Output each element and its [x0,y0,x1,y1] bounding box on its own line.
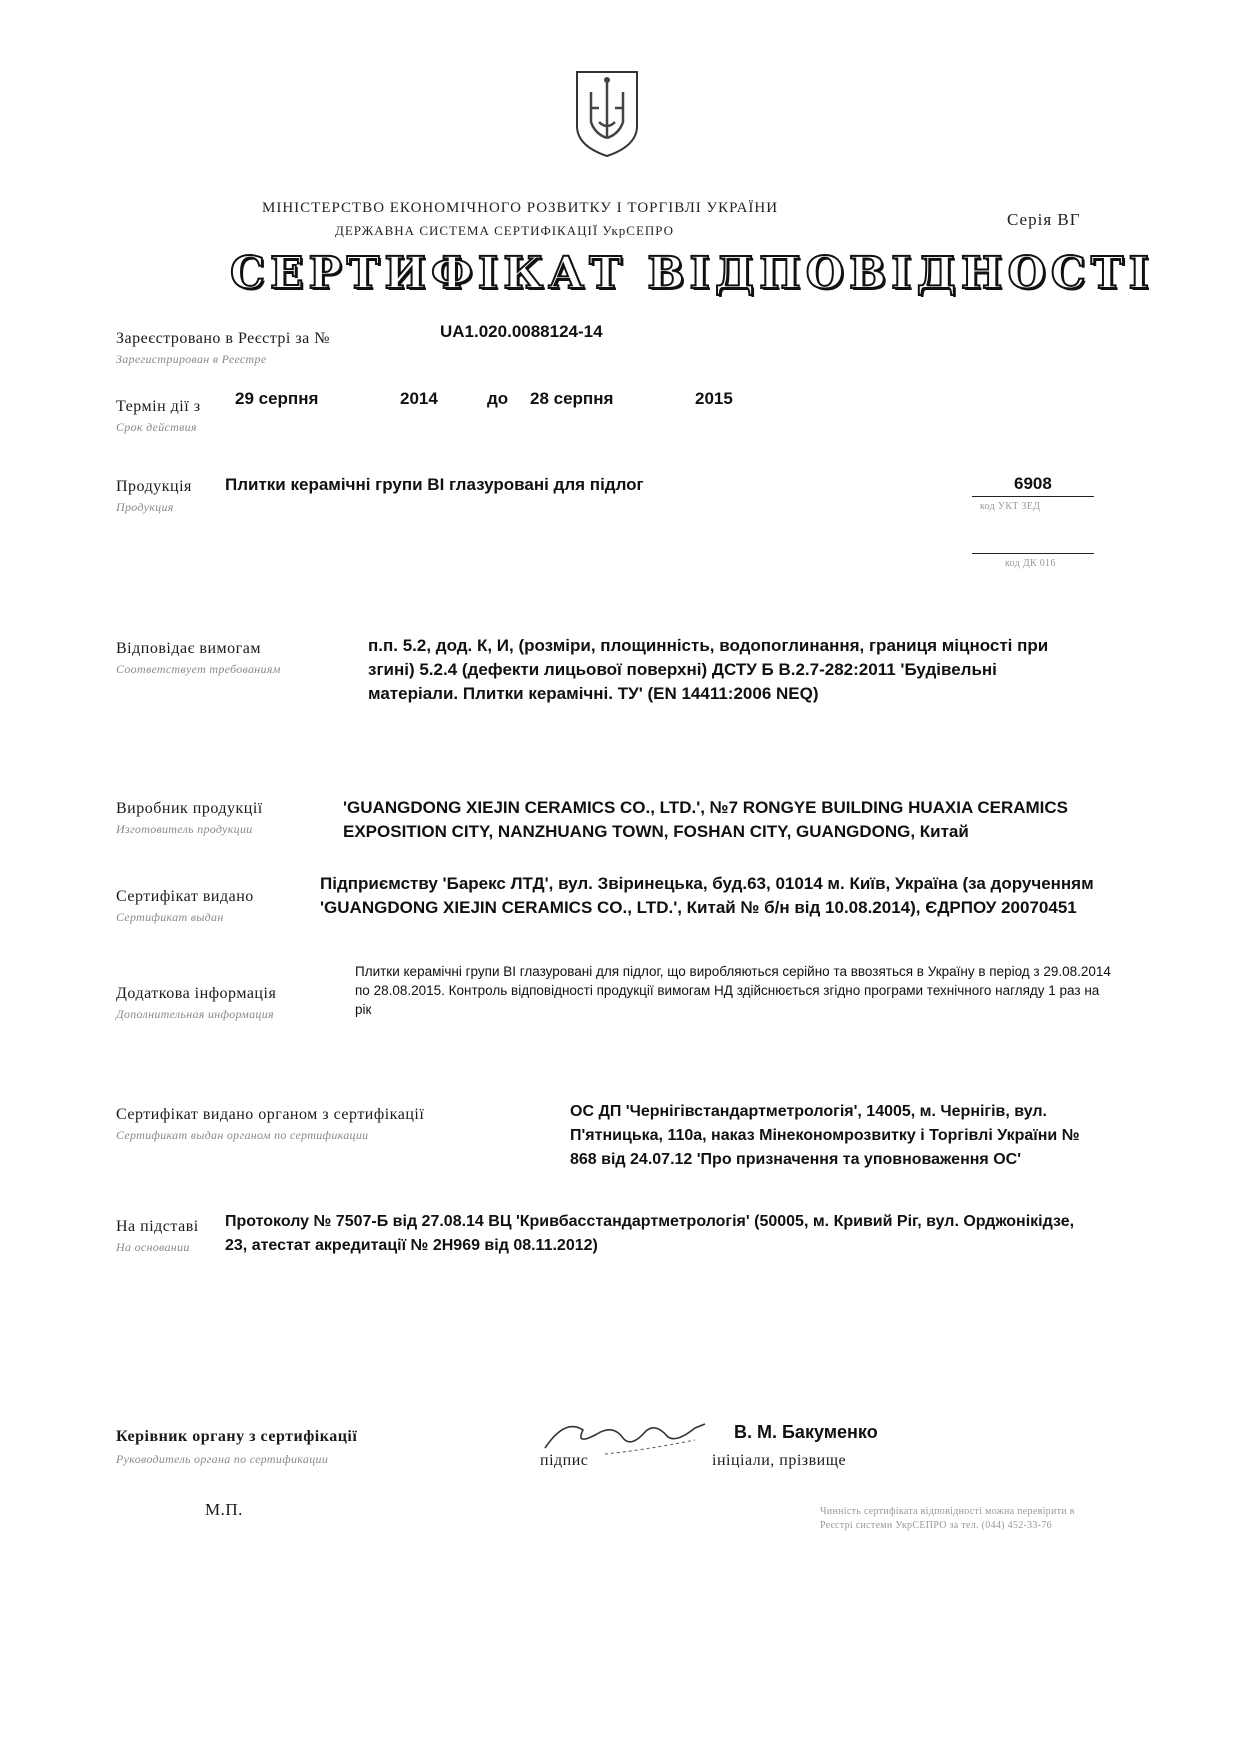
signatory-label: Керівник органу з сертифікації [116,1428,358,1445]
additional-info-value: Плитки керамічні групи BI глазуровані для підлог, що виробляються серійно та ввозяться в Україну в період з 29.08.2014 по 28.08.2015. Контроль відповідності продукції вимогам НД здійснюється згідно програми технічного нагляду 1 раз на рік [355,964,1111,1017]
coat-of-arms-emblem [573,68,641,158]
name-caption: ініціали, прізвище [712,1452,847,1469]
ministry-name: МІНІСТЕРСТВО ЕКОНОМІЧНОГО РОЗВИТКУ І ТОРГІВЛІ УКРАЇНИ [262,200,779,216]
product-code-rule [972,496,1094,497]
product-code: 6908 [1014,474,1052,493]
validity-to-word: до [487,389,509,408]
series-label: Серія ВГ [1007,210,1081,229]
additional-info-sublabel: Дополнительная информация [116,1007,274,1021]
certification-system: ДЕРЖАВНА СИСТЕМА СЕРТИФІКАЦІЇ УкрСЕПРО [335,223,675,238]
validity-to-year: 2015 [695,389,733,408]
requirements-label: Відповідає вимогам [116,640,261,657]
basis-label: На підставі [116,1218,199,1235]
registry-label: Зареєстровано в Реєстрі за № [116,330,331,347]
signatory-name: В. М. Бакуменко [734,1422,878,1442]
manufacturer-sublabel: Изготовитель продукции [116,822,253,836]
validity-from-year: 2014 [400,389,438,408]
issued-to-label: Сертифікат видано [116,888,254,905]
signature-caption: підпис [540,1452,589,1469]
additional-info-label: Додаткова інформація [116,985,277,1002]
product-value: Плитки керамічні групи BI глазуровані для підлог [225,475,644,494]
certifying-body-sublabel: Сертификат выдан органом по сертификации [116,1128,369,1142]
product-label: Продукція [116,478,192,495]
validity-from-day: 29 серпня [235,389,319,408]
manufacturer-value: 'GUANGDONG XIEJIN CERAMICS CO., LTD.', №7 RONGYE BUILDING HUAXIA CERAMICS EXPOSITION CITY, NANZHUANG TOWN, FOSHAN CITY, GUANGDONG, Китай [343,798,1069,841]
footnote: Чинність сертифіката відповідності можна перевірити в Реєстрі системи УкрСЕПРО за тел. (044) 452-33-76 [820,1506,1075,1531]
product-code2-rule [972,553,1094,554]
validity-label: Термін дії з [116,398,201,415]
validity-to-day: 28 серпня [530,389,614,408]
registry-number: UA1.020.0088124-14 [440,322,603,341]
manufacturer-label: Виробник продукції [116,800,263,817]
issued-to-sublabel: Сертификат выдан [116,910,224,924]
issued-to-value: Підприємству 'Барекс ЛТД', вул. Звіринецька, буд.63, 01014 м. Київ, Україна (за дорученням 'GUANGDONG XIEJIN CERAMICS CO., LTD.', Китай № б/н від 10.08.2014), ЄДРПОУ 20070451 [320,874,1094,917]
stamp-place: М.П. [205,1500,243,1519]
registry-sublabel: Зарегистрирован в Реестре [116,352,267,366]
product-code-caption: код УКТ ЗЕД [980,501,1041,512]
requirements-sublabel: Соответствует требованиям [116,662,281,676]
certifying-body-label: Сертифікат видано органом з сертифікації [116,1106,425,1123]
certifying-body-value: ОС ДП 'Чернігівстандартметрологія', 14005, м. Чернігів, вул. П'ятницька, 110а, наказ Мінекономрозвитку і Торгівлі України № 868 від 24.07.12 'Про призначення та уповноваження ОС' [570,1103,1080,1168]
validity-sublabel: Срок действия [116,420,197,434]
product-sublabel: Продукция [116,500,174,514]
signatory-sublabel: Руководитель органа по сертификации [116,1452,329,1466]
basis-value: Протоколу № 7507-Б від 27.08.14 ВЦ 'Кривбасстандартметрологія' (50005, м. Кривий Ріг, вул. Орджонікідзе, 23, атестат акредитації № 2Н969 від 08.11.2012) [225,1213,1075,1254]
product-code2-caption: код ДК 016 [1005,558,1056,569]
requirements-value: п.п. 5.2, дод. К, И, (розміри, площинність, водопоглинання, границя міцності при згині) 5.2.4 (дефекти лицьової поверхні) ДСТУ Б В.2.7-282:2011 'Будівельні матеріали. Плитки керамічні. ТУ' (EN 14411:2006 NEQ) [368,636,1049,703]
basis-sublabel: На основании [116,1240,190,1254]
document-title: СЕРТИФІКАТ ВІДПОВІДНОСТІ [230,248,1155,299]
